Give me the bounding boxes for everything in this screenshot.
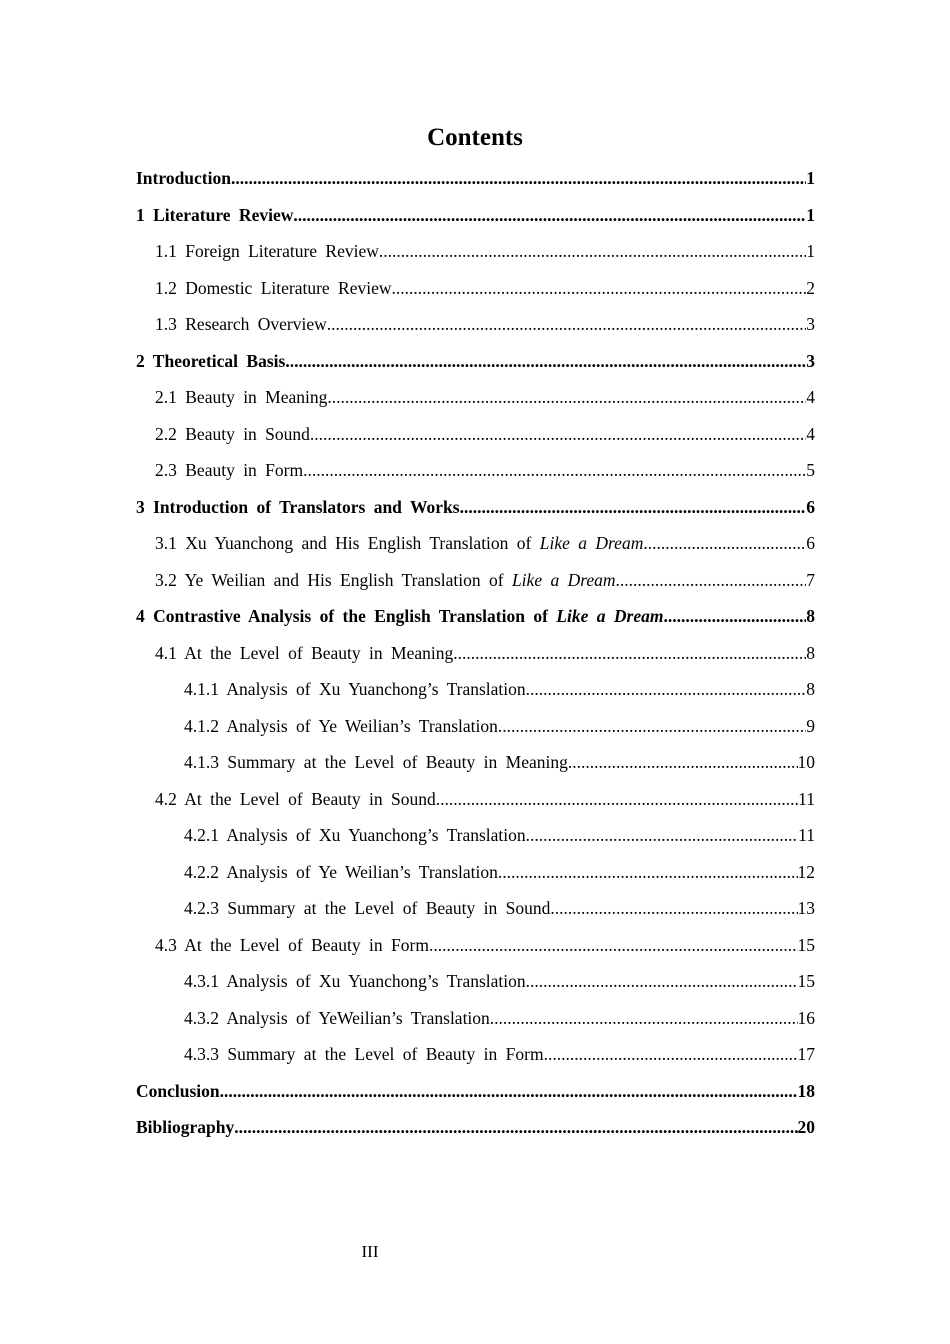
dot-leader bbox=[663, 598, 806, 634]
dot-leader bbox=[285, 343, 806, 379]
toc-entry-label bbox=[184, 817, 526, 853]
toc-entry-label bbox=[184, 963, 526, 999]
toc-entry-label bbox=[155, 416, 310, 452]
toc-entry[interactable] bbox=[136, 854, 815, 891]
toc-entry-text: 4.1.2 Analysis of Ye Weilian’s Translation bbox=[184, 715, 498, 736]
toc-entry-text: 4.3 At the Level of Beauty in Form bbox=[155, 934, 429, 955]
toc-entry-page-number: 15 bbox=[797, 934, 815, 955]
toc-entry-label bbox=[155, 927, 429, 963]
toc-entry-page-number: 20 bbox=[797, 1117, 815, 1137]
dot-leader bbox=[220, 1073, 798, 1109]
dot-leader bbox=[392, 270, 807, 306]
toc-entry-page-number: 1 bbox=[806, 204, 815, 225]
toc-entry-page-number: 8 bbox=[806, 606, 815, 626]
dot-leader bbox=[436, 781, 798, 817]
toc-entry-label bbox=[184, 671, 526, 707]
dot-leader bbox=[453, 635, 806, 671]
page-number: III bbox=[361, 1242, 379, 1261]
toc-entry-label bbox=[155, 452, 303, 488]
dot-leader bbox=[568, 744, 798, 780]
dot-leader bbox=[293, 197, 806, 233]
toc-entry[interactable] bbox=[136, 963, 815, 1000]
toc-entry[interactable] bbox=[136, 379, 815, 416]
toc-entry-page-number: 16 bbox=[797, 1007, 815, 1028]
toc-entry[interactable] bbox=[136, 525, 815, 562]
toc-entry-page-number: 6 bbox=[806, 533, 815, 553]
dot-leader bbox=[616, 562, 807, 598]
table-of-contents bbox=[136, 160, 815, 1146]
toc-entry-label bbox=[155, 270, 392, 306]
toc-entry[interactable] bbox=[136, 562, 815, 599]
toc-entry-text: 4.2 At the Level of Beauty in Sound bbox=[155, 788, 436, 809]
toc-entry-text: Bibliography bbox=[136, 1117, 235, 1137]
toc-entry-text: 2.3 Beauty in Form bbox=[155, 460, 304, 480]
dot-leader bbox=[526, 817, 798, 853]
page-title: Contents bbox=[427, 124, 523, 151]
toc-entry-text: Conclusion bbox=[136, 1080, 220, 1101]
toc-entry-text: 1.2 Domestic Literature Review bbox=[155, 277, 392, 298]
toc-entry[interactable] bbox=[136, 708, 815, 745]
toc-entry-text: 2 Theoretical Basis bbox=[136, 350, 286, 371]
toc-entry-label bbox=[155, 635, 453, 671]
toc-entry-text: 1.3 Research Overview bbox=[155, 314, 327, 334]
toc-entry-label bbox=[155, 306, 327, 342]
dot-leader bbox=[526, 671, 807, 707]
toc-entry[interactable] bbox=[136, 1073, 815, 1110]
toc-entry-text: 4.3.1 Analysis of Xu Yuanchong’s Translation bbox=[184, 971, 526, 991]
toc-entry-text: 4.1.1 Analysis of Xu Yuanchong’s Translation bbox=[184, 679, 526, 699]
toc-entry-label bbox=[184, 708, 498, 744]
toc-entry[interactable] bbox=[136, 343, 815, 380]
toc-entry[interactable] bbox=[136, 452, 815, 489]
dot-leader bbox=[231, 160, 806, 196]
dot-leader bbox=[429, 927, 798, 963]
toc-entry-page-number: 15 bbox=[797, 971, 815, 991]
toc-entry-label bbox=[155, 562, 616, 598]
toc-entry-text: 4.1 At the Level of Beauty in Meaning bbox=[155, 642, 454, 663]
toc-entry[interactable] bbox=[136, 416, 815, 453]
toc-entry[interactable] bbox=[136, 1000, 815, 1037]
toc-entry[interactable] bbox=[136, 489, 815, 526]
toc-entry-text: 2.2 Beauty in Sound bbox=[155, 423, 310, 444]
dot-leader bbox=[234, 1109, 797, 1145]
toc-entry-page-number: 1 bbox=[806, 241, 815, 261]
toc-entry-page-number: 4 bbox=[806, 423, 815, 444]
toc-entry-page-number: 9 bbox=[806, 715, 815, 736]
toc-entry-label bbox=[155, 781, 436, 817]
toc-entry-label bbox=[136, 160, 231, 196]
toc-entry-text: 4.3.2 Analysis of YeWeilian’s Translation bbox=[184, 1007, 490, 1028]
toc-entry[interactable] bbox=[136, 635, 815, 672]
toc-entry-page-number: 6 bbox=[806, 496, 815, 517]
toc-entry-label bbox=[184, 854, 498, 890]
toc-entry-label bbox=[136, 197, 293, 233]
dot-leader bbox=[460, 489, 807, 525]
toc-entry-text: 3 Introduction of Translators and Works bbox=[136, 496, 460, 517]
toc-entry-page-number: 3 bbox=[806, 350, 815, 371]
toc-entry-italic-title: Like a Dream bbox=[539, 533, 644, 553]
toc-entry-label bbox=[155, 233, 379, 269]
toc-entry-label bbox=[184, 1000, 490, 1036]
toc-entry-label bbox=[184, 890, 550, 926]
toc-entry[interactable] bbox=[136, 160, 815, 197]
toc-entry-text: Introduction bbox=[136, 168, 231, 188]
toc-entry-page-number: 18 bbox=[797, 1080, 815, 1101]
toc-entry-text: 4.2.1 Analysis of Xu Yuanchong’s Translation bbox=[184, 825, 526, 845]
dot-leader bbox=[327, 306, 806, 342]
toc-entry-label bbox=[136, 1109, 234, 1145]
toc-entry-label bbox=[184, 1036, 544, 1072]
toc-entry-italic-title: Like a Dream bbox=[511, 569, 616, 590]
toc-entry-text: 4.2.3 Summary at the Level of Beauty in Sound bbox=[184, 898, 551, 918]
toc-entry-text: 3.2 Ye Weilian and His English Translation of bbox=[155, 569, 512, 590]
toc-entry-page-number: 8 bbox=[806, 679, 815, 699]
toc-entry[interactable] bbox=[136, 744, 815, 781]
toc-entry[interactable] bbox=[136, 270, 815, 307]
toc-entry-text: 2.1 Beauty in Meaning bbox=[155, 387, 328, 407]
toc-entry[interactable] bbox=[136, 890, 815, 927]
dot-leader bbox=[327, 379, 806, 415]
toc-entry-page-number: 10 bbox=[797, 752, 815, 772]
toc-entry-page-number: 11 bbox=[798, 825, 815, 845]
toc-entry-italic-title: Like a Dream bbox=[556, 606, 664, 626]
toc-entry-text: 1.1 Foreign Literature Review bbox=[155, 241, 379, 261]
dot-leader bbox=[526, 963, 798, 999]
dot-leader bbox=[498, 708, 806, 744]
toc-entry-label bbox=[184, 744, 568, 780]
toc-entry[interactable] bbox=[136, 306, 815, 343]
toc-entry-page-number: 7 bbox=[806, 569, 815, 590]
toc-entry-text: 4 Contrastive Analysis of the English Translation of bbox=[136, 606, 557, 626]
toc-entry[interactable] bbox=[136, 671, 815, 708]
toc-entry-text: 1 Literature Review bbox=[136, 204, 294, 225]
dot-leader bbox=[310, 416, 806, 452]
toc-entry-page-number: 4 bbox=[806, 387, 815, 407]
toc-entry[interactable] bbox=[136, 233, 815, 270]
toc-entry[interactable] bbox=[136, 927, 815, 964]
toc-entry-page-number: 5 bbox=[806, 460, 815, 480]
dot-leader bbox=[498, 854, 798, 890]
toc-entry[interactable] bbox=[136, 781, 815, 818]
dot-leader bbox=[643, 525, 806, 561]
toc-entry[interactable] bbox=[136, 598, 815, 635]
toc-entry-page-number: 13 bbox=[797, 898, 815, 918]
toc-entry-label bbox=[136, 1073, 220, 1109]
toc-entry-text: 4.3.3 Summary at the Level of Beauty in Form bbox=[184, 1044, 544, 1064]
dot-leader bbox=[303, 452, 806, 488]
toc-entry-page-number: 11 bbox=[798, 788, 815, 809]
toc-entry-label bbox=[136, 489, 460, 525]
toc-entry[interactable] bbox=[136, 1036, 815, 1073]
toc-entry-label bbox=[155, 525, 643, 561]
toc-entry-label bbox=[155, 379, 327, 415]
toc-entry-text: 3.1 Xu Yuanchong and His English Translation of bbox=[155, 533, 540, 553]
dot-leader bbox=[379, 233, 806, 269]
toc-entry-label bbox=[136, 343, 285, 379]
toc-entry-page-number: 17 bbox=[797, 1044, 815, 1064]
toc-entry-text: 4.1.3 Summary at the Level of Beauty in Meaning bbox=[184, 752, 568, 772]
toc-entry-text: 4.2.2 Analysis of Ye Weilian’s Translation bbox=[184, 861, 498, 882]
toc-entry[interactable] bbox=[136, 197, 815, 234]
dot-leader bbox=[490, 1000, 798, 1036]
toc-entry[interactable] bbox=[136, 817, 815, 854]
dot-leader bbox=[550, 890, 797, 926]
toc-entry-page-number: 3 bbox=[806, 314, 815, 334]
toc-entry-page-number: 12 bbox=[797, 861, 815, 882]
toc-entry-page-number: 8 bbox=[806, 642, 815, 663]
dot-leader bbox=[544, 1036, 798, 1072]
toc-entry-page-number: 1 bbox=[806, 168, 815, 188]
toc-entry-label bbox=[136, 598, 663, 634]
toc-entry[interactable] bbox=[136, 1109, 815, 1146]
toc-entry-page-number: 2 bbox=[806, 277, 815, 298]
